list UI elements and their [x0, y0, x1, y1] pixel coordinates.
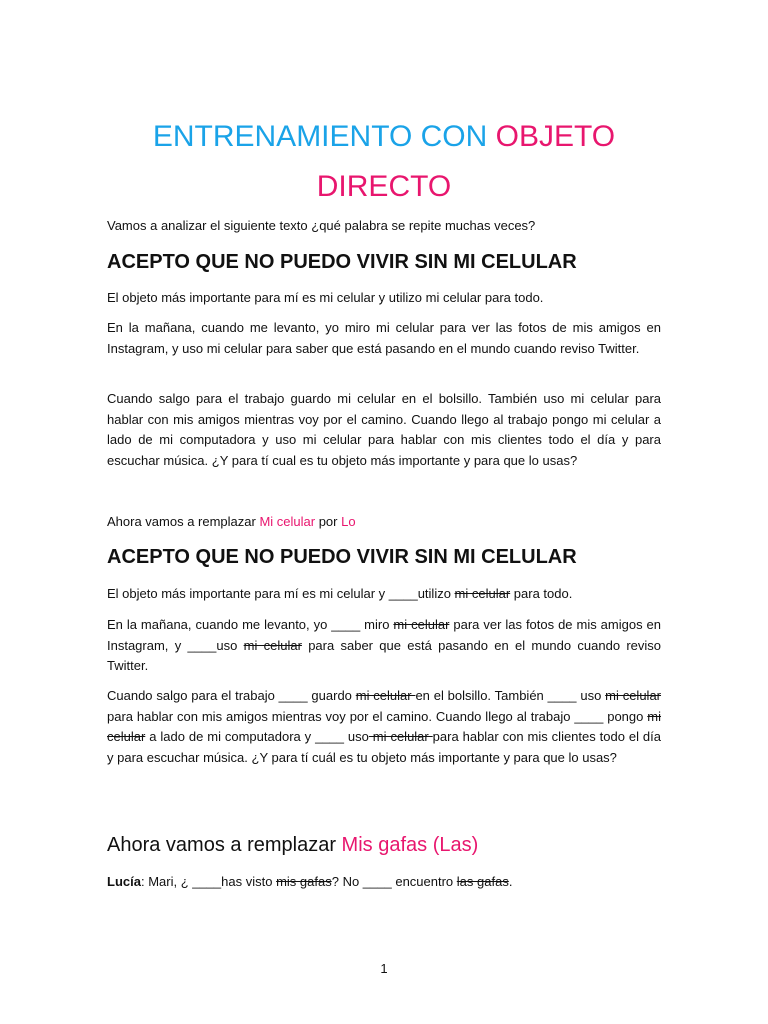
struck-text: mi celular [107, 708, 661, 744]
dialog-speaker: Lucía [107, 874, 141, 889]
replace2-highlight: Mis gafas (Las) [341, 834, 479, 856]
replace1-to: Lo [341, 514, 356, 529]
section1-heading: ACEPTO QUE NO PUEDO VIVIR SIN MI CELULAR [107, 251, 577, 273]
section2-paragraph-1 [107, 584, 661, 605]
text-run: ? No ____ encuentro [331, 874, 457, 889]
text-run: para hablar con mis amigos mientras voy por el camino. Cuando llego al trabajo ____ pongo [107, 708, 648, 724]
text-run: Cuando salgo para el trabajo ____ guardo [107, 688, 356, 703]
text-run: para hablar con mis clientes todo el día y para escuchar música. ¿Y para tí cuál es tu objeto más importante y para que lo usas? [107, 729, 662, 765]
replace2-prefix: Ahora vamos a remplazar [107, 834, 342, 856]
struck-text: mi celular [368, 729, 433, 744]
replace-instruction-1 [107, 512, 661, 533]
replace-instruction-2 [107, 832, 661, 858]
struck-text: mi celular [454, 586, 511, 601]
section1-paragraph-3: Cuando salgo para el trabajo guardo mi celular en el bolsillo. También uso mi celular para hablar con mis amigos mientras voy por el camino. Cuando llego al trabajo pongo mi celular a lado de mi computadora y uso mi celular para hablar con mis clientes todo el día y para escuchar música. ¿Y para tí cual es tu objeto más importante y para que lo usas? [107, 391, 661, 468]
section1-paragraph-2: En la mañana, cuando me levanto, yo miro mi celular para ver las fotos de mis amigos en Instagram, y uso mi celular para saber que está pasando en el mundo cuando reviso Twitter. [107, 320, 661, 356]
replace1-from: Mi celular [259, 514, 316, 529]
text-run: En la mañana, cuando me levanto, yo ____ miro [107, 617, 394, 632]
struck-text: mis gafas [276, 874, 332, 889]
title-part-3: DIRECTO [316, 170, 452, 203]
struck-text: mi celular [605, 688, 662, 703]
struck-text: las gafas [456, 874, 509, 889]
replace1-prefix: Ahora vamos a remplazar [107, 514, 260, 529]
struck-text: mi celular [243, 637, 302, 653]
text-run: para saber que está pasando en el mundo cuando reviso Twitter. [107, 637, 662, 673]
dialog-line [107, 872, 661, 893]
text-run: : Mari, ¿ ____has visto [140, 874, 277, 889]
text-run: para todo. [510, 586, 573, 601]
struck-text: mi celular [393, 617, 450, 632]
text-run: en el bolsillo. También ____ uso [415, 688, 606, 703]
text-run: . [508, 874, 513, 889]
page-title [107, 112, 661, 212]
replace1-mid: por [315, 514, 342, 529]
struck-text: mi celular [355, 688, 416, 703]
page-number: 1 [380, 961, 388, 976]
text-run: El objeto más importante para mí es mi celular y ____utilizo [107, 586, 455, 601]
text-run: a lado de mi computadora y ____ uso [145, 729, 369, 744]
text-run: para ver las fotos de mis amigos en Instagram, y ____uso [107, 617, 662, 653]
section2-paragraph-3 [107, 686, 661, 768]
title-part-2: OBJETO [495, 120, 616, 153]
title-part-1: ENTRENAMIENTO CON [152, 120, 496, 153]
section2-heading: ACEPTO QUE NO PUEDO VIVIR SIN MI CELULAR [107, 546, 577, 568]
intro-text: Vamos a analizar el siguiente texto ¿qué palabra se repite muchas veces? [107, 218, 536, 233]
section1-paragraph-1: El objeto más importante para mí es mi celular y utilizo mi celular para todo. [107, 290, 544, 305]
section2-paragraph-2 [107, 615, 661, 677]
